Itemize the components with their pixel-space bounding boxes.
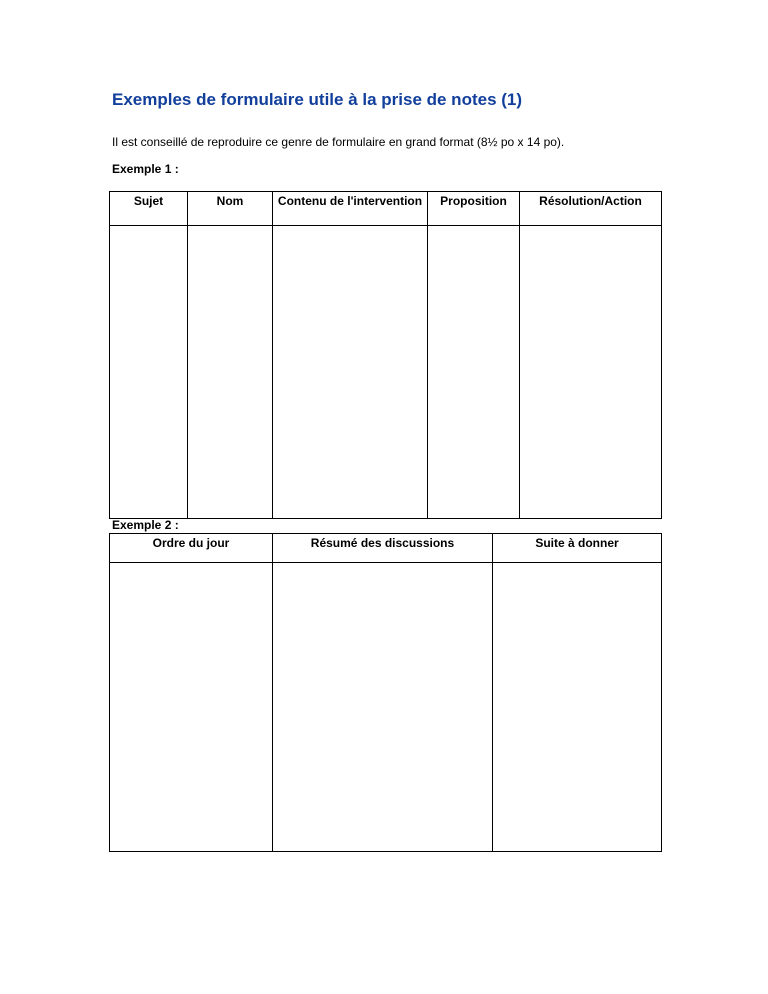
column-header-contenu: Contenu de l'intervention: [273, 192, 428, 226]
example-2-table: [109, 533, 662, 852]
column-header-nom: Nom: [188, 192, 273, 226]
example-1-table: [109, 191, 662, 519]
column-header-sujet: Sujet: [110, 192, 188, 226]
column-header-resolution: Résolution/Action: [520, 192, 662, 226]
column-header-resume: Résumé des discussions: [273, 534, 493, 563]
table-header-row: [110, 534, 662, 563]
column-header-proposition: Proposition: [428, 192, 520, 226]
blank-cell-nom: [188, 226, 273, 519]
blank-cell-suite: [493, 563, 662, 852]
blank-cell-resume: [273, 563, 493, 852]
example-2-label: Exemple 2 :: [112, 518, 179, 532]
blank-cell-resolution: [520, 226, 662, 519]
blank-cell-contenu: [273, 226, 428, 519]
example-1-label: Exemple 1 :: [112, 162, 179, 176]
table-header-row: [110, 192, 662, 226]
blank-cell-sujet: [110, 226, 188, 519]
intro-text: Il est conseillé de reproduire ce genre de formulaire en grand format (8½ po x 14 po).: [112, 135, 565, 149]
blank-cell-proposition: [428, 226, 520, 519]
blank-cell-ordre-du-jour: [110, 563, 273, 852]
column-header-suite: Suite à donner: [493, 534, 662, 563]
column-header-ordre-du-jour: Ordre du jour: [110, 534, 273, 563]
table-row: [110, 226, 662, 519]
page-title: Exemples de formulaire utile à la prise de notes (1): [112, 90, 523, 109]
table-row: [110, 563, 662, 852]
